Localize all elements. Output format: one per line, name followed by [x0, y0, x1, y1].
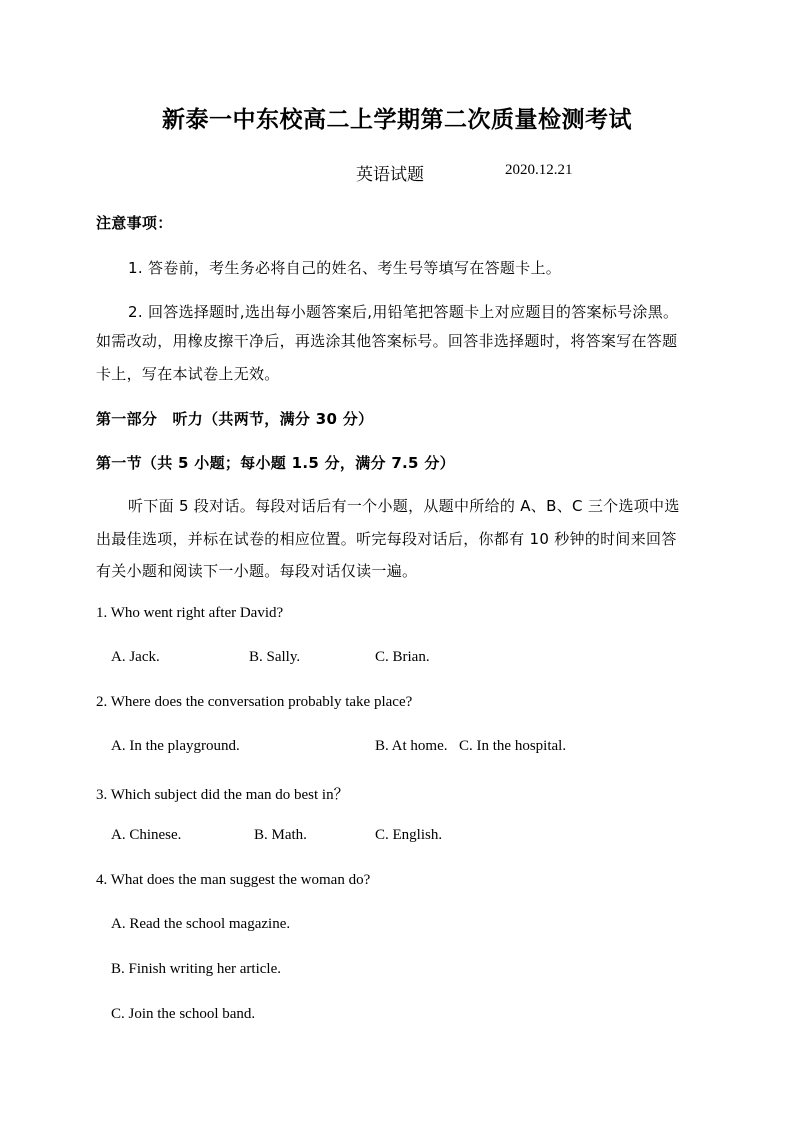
- question-3-option-b: B. Math.: [254, 827, 307, 843]
- notice-item-2-line-2: 如需改动，用橡皮擦干净后，再选涂其他答案标号。回答非选择题时，将答案写在答题: [96, 332, 678, 350]
- instruction-line-1: 听下面 5 段对话。每段对话后有一个小题，从题中所给的 A、B、C 三个选项中选: [128, 497, 680, 515]
- question-2-option-a: A. In the playground.: [111, 738, 240, 754]
- exam-subject: 英语试题: [356, 165, 424, 185]
- notice-item-1: 1. 答卷前，考生务必将自己的姓名、考生号等填写在答题卡上。: [128, 259, 562, 277]
- question-2-option-b: B. At home.: [375, 738, 448, 754]
- question-1-option-c: C. Brian.: [375, 649, 430, 665]
- question-1-option-a: A. Jack.: [111, 649, 160, 665]
- question-4-option-c: C. Join the school band.: [111, 1006, 256, 1022]
- notice-item-2-line-3: 卡上，写在本试卷上无效。: [96, 365, 280, 383]
- section1-heading: 第一节（共 5 小题；每小题 1.5 分，满分 7.5 分）: [96, 454, 455, 472]
- instruction-line-2: 出最佳选项，并标在试卷的相应位置。听完每段对话后，你都有 10 秒钟的时间来回答: [96, 530, 677, 548]
- question-2: 2. Where does the conversation probably take place?: [96, 694, 413, 710]
- question-3-option-c: C. English.: [375, 827, 443, 843]
- exam-date: 2020.12.21: [505, 162, 573, 178]
- notice-item-2-line-1: 2. 回答选择题时,选出每小题答案后,用铅笔把答题卡上对应题目的答案标号涂黑。: [128, 303, 679, 321]
- exam-title: 新泰一中东校高二上学期第二次质量检测考试: [162, 107, 632, 133]
- question-4-option-a: A. Read the school magazine.: [111, 916, 291, 932]
- question-4: 4. What does the man suggest the woman do?: [96, 872, 371, 888]
- question-1: 1. Who went right after David?: [96, 605, 284, 621]
- instruction-line-3: 有关小题和阅读下一小题。每段对话仅读一遍。: [96, 562, 418, 580]
- question-2-option-c: C. In the hospital.: [459, 738, 567, 754]
- question-3-option-a: A. Chinese.: [111, 827, 182, 843]
- question-1-option-b: B. Sally.: [249, 649, 301, 665]
- question-3: 3. Which subject did the man do best in？: [96, 787, 349, 803]
- part1-heading: 第一部分 听力（共两节，满分 30 分）: [96, 410, 374, 428]
- notice-heading: 注意事项：: [96, 214, 173, 232]
- question-4-option-b: B. Finish writing her article.: [111, 961, 281, 977]
